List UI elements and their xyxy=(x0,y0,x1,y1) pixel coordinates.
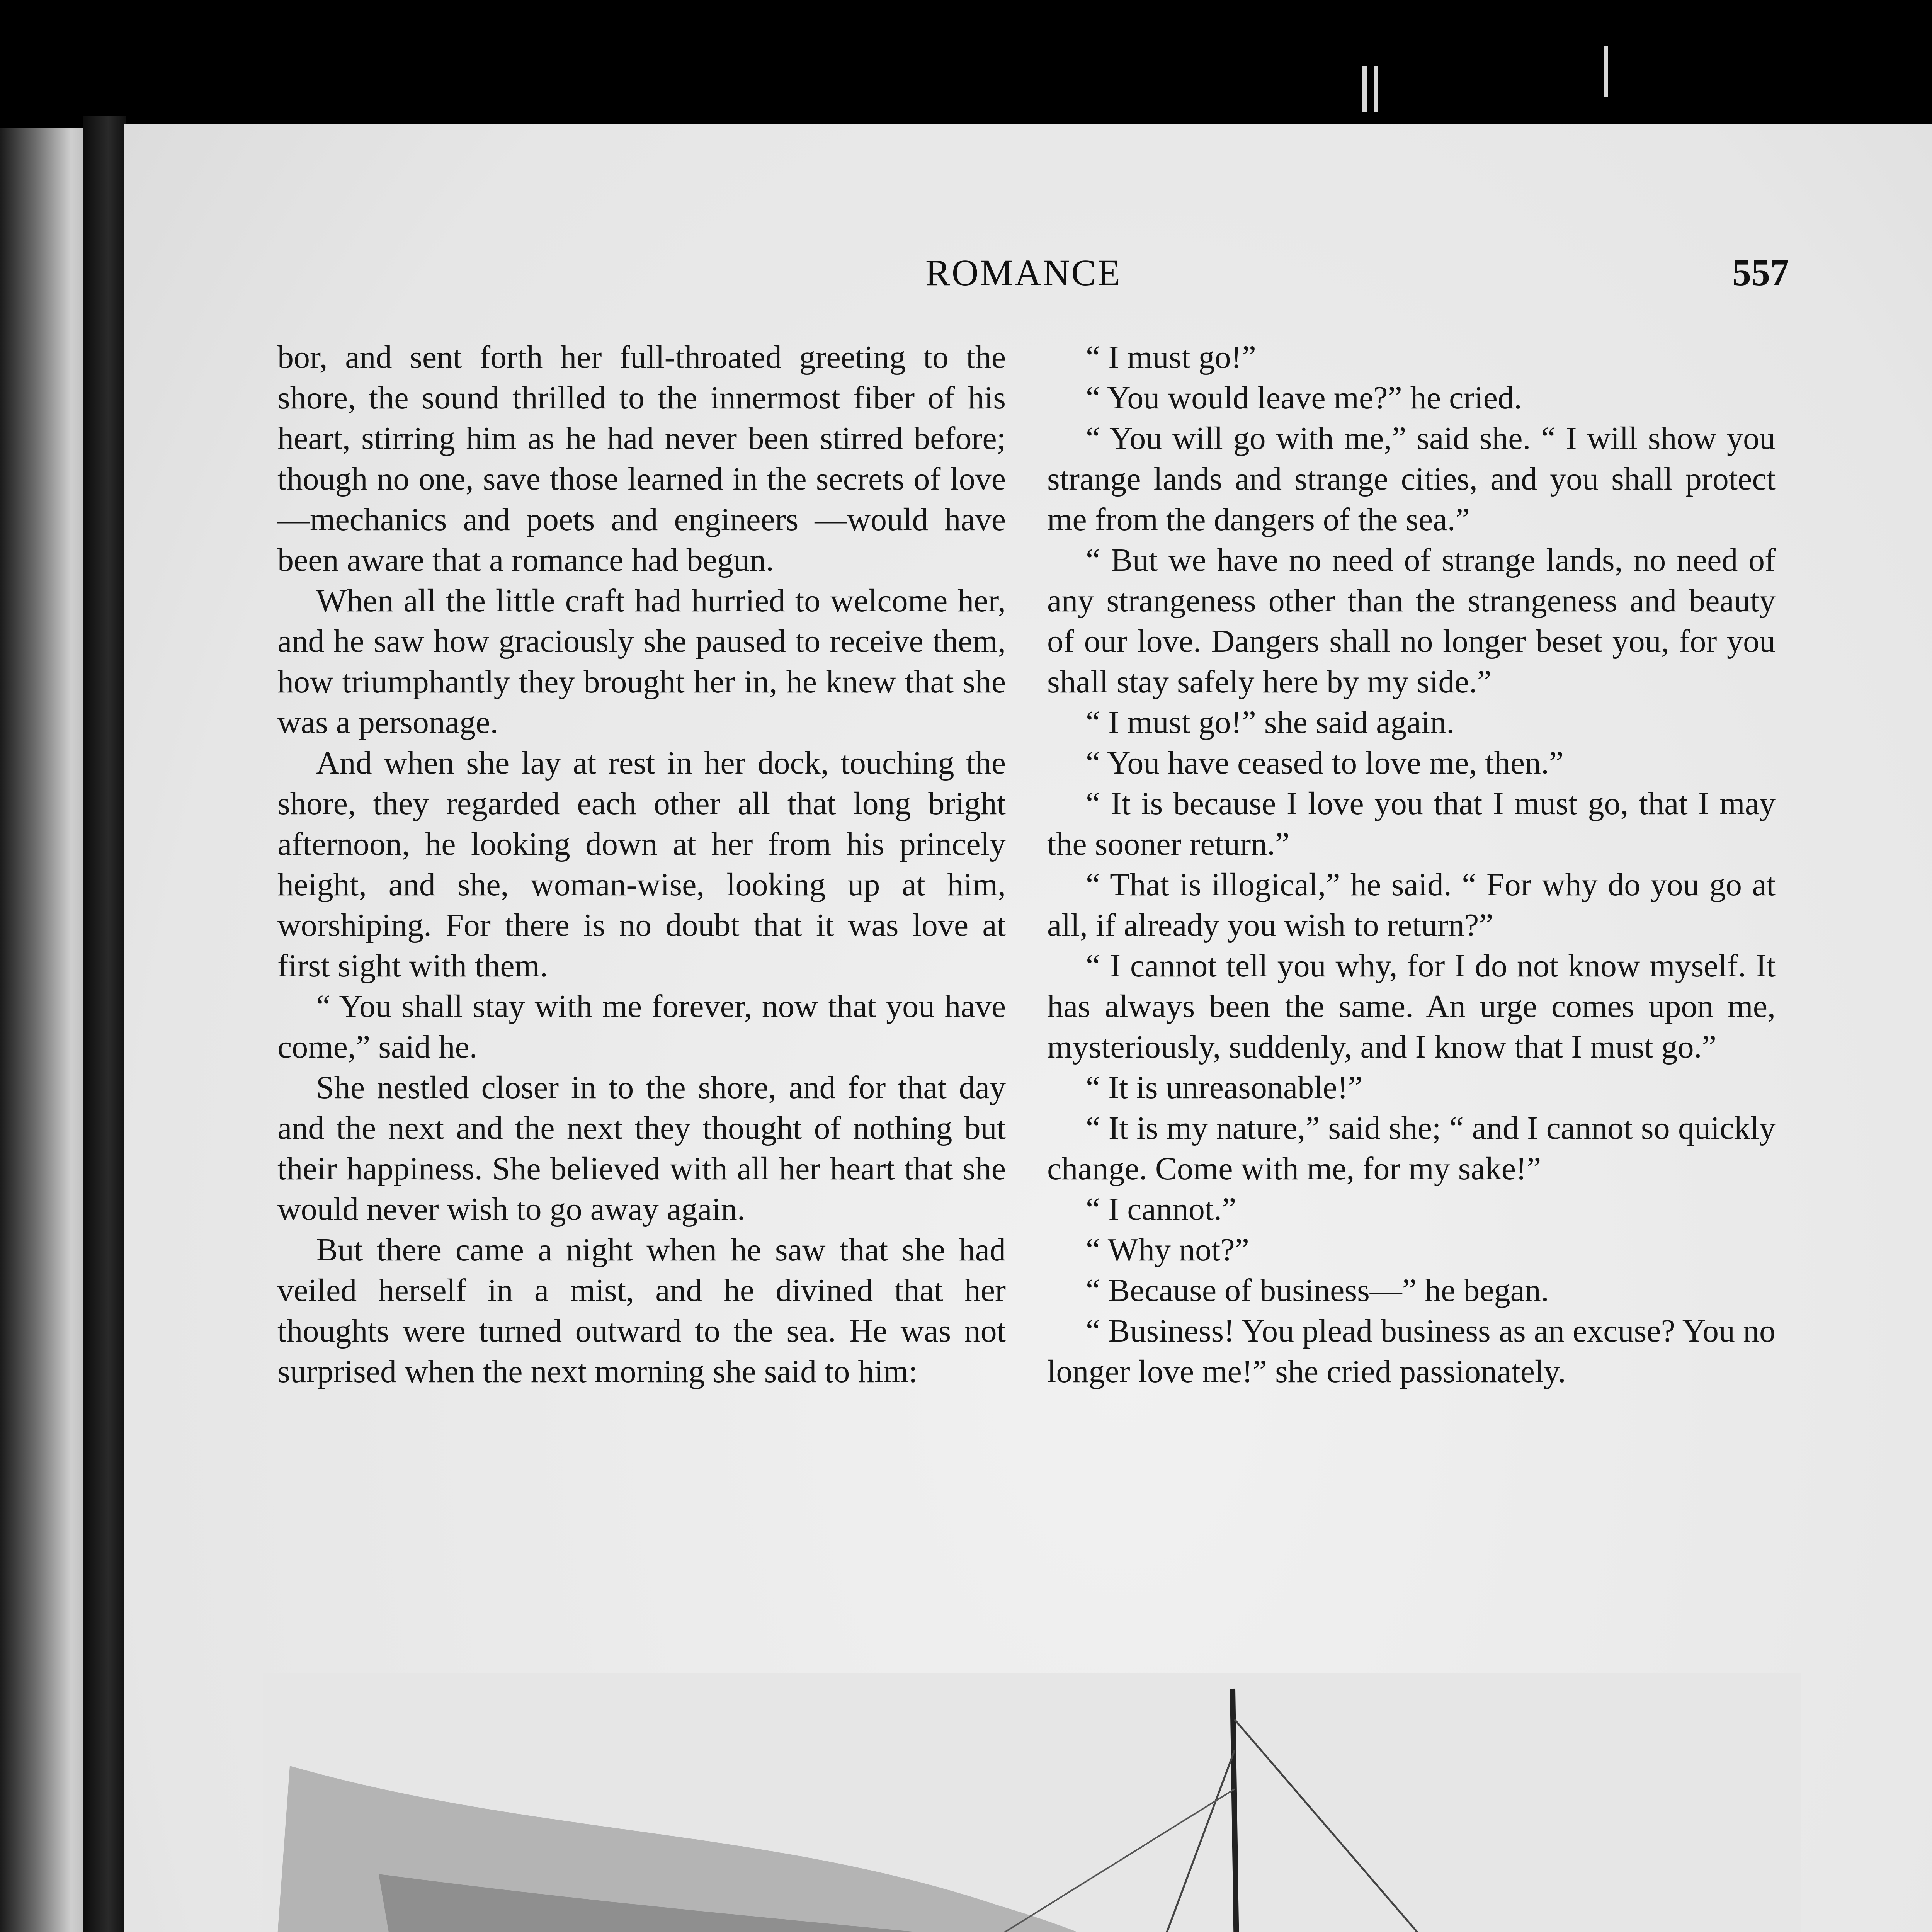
running-title: ROMANCE xyxy=(925,252,1122,293)
paragraph: “ Because of business—” he began. xyxy=(1086,1272,1549,1308)
paragraph: She nestled closer in to the shore, and for that day and the next and the next they thought of nothing but their happiness. She believed with all her heart that she would never wish to go away again. xyxy=(277,1070,1006,1227)
paragraph: “ You will go with me,” said she. “ I will show you strange lands and strange cities, and you shall protect me from the dangers of the sea.” xyxy=(1047,420,1776,537)
left-page-edge xyxy=(0,128,89,1932)
left-text-column xyxy=(277,337,1006,1392)
right-text-column xyxy=(1047,337,1776,1392)
paragraph: “ That is illogical,” he said. “ For why do you go at all, if already you wish to return?” xyxy=(1047,867,1776,943)
crop-mark xyxy=(1362,66,1367,112)
paragraph: “ I cannot.” xyxy=(1086,1191,1236,1227)
paragraph: “ You would leave me?” he cried. xyxy=(1086,380,1522,416)
paragraph: “ It is because I love you that I must go, that I may the sooner return.” xyxy=(1047,786,1776,862)
paragraph: And when she lay at rest in her dock, touching the shore, they regarded each other all that long bright afternoon, he looking down at her from his princely height, and she, woman-wise, looking up at him, worshiping. For there is no doubt that it was love at first sight with them. xyxy=(277,745,1006,984)
paragraph: “ It is unreasonable!” xyxy=(1086,1070,1363,1105)
paragraph: “ But we have no need of strange lands, no need of any strangeness other than the strangeness and beauty of our love. Dangers shall no longer beset you, for you shall stay safely here by my side.” xyxy=(1047,542,1776,700)
paragraph: “ Business! You plead business as an excuse? You no longer love me!” she cried passionately. xyxy=(1047,1313,1776,1389)
paragraph: “ You shall stay with me forever, now that you have come,” said he. xyxy=(277,988,1006,1065)
paragraph: “ I must go!” she said again. xyxy=(1086,704,1455,740)
book-gutter xyxy=(83,116,126,1932)
paragraph: “ You have ceased to love me, then.” xyxy=(1086,745,1564,781)
crop-mark xyxy=(1604,46,1608,97)
paragraph: “ Why not?” xyxy=(1086,1232,1249,1268)
paragraph: When all the little craft had hurried to welcome her, and he saw how graciously she paused to receive them, how triumphantly they brought her in, he knew that she was a personage. xyxy=(277,583,1006,740)
paragraph: “ It is my nature,” said she; “ and I cannot so quickly change. Come with me, for my sake!” xyxy=(1047,1110,1776,1187)
crop-mark xyxy=(1374,66,1378,112)
paragraph: But there came a night when he saw that she had veiled herself in a mist, and he divined that her thoughts were turned outward to the sea. He was not surprised when the next morning she said to him: xyxy=(277,1232,1006,1389)
paragraph: “ I must go!” xyxy=(1086,339,1256,375)
paragraph: bor, and sent forth her full-throated greeting to the shore, the sound thrilled to the innermost fiber of his heart, stirring him as he had never been stirred before; though no one, save those learned in the secrets of love—mechanics and poets and engineers —would have been aware that a romance had begun. xyxy=(277,339,1006,578)
page-number: 557 xyxy=(1732,252,1789,294)
paragraph: “ I cannot tell you why, for I do not know myself. It has always been the same. An urge comes upon me, mysteriously, suddenly, and I know that I must go.” xyxy=(1047,948,1776,1065)
steamship-illustration xyxy=(263,1673,1801,1932)
